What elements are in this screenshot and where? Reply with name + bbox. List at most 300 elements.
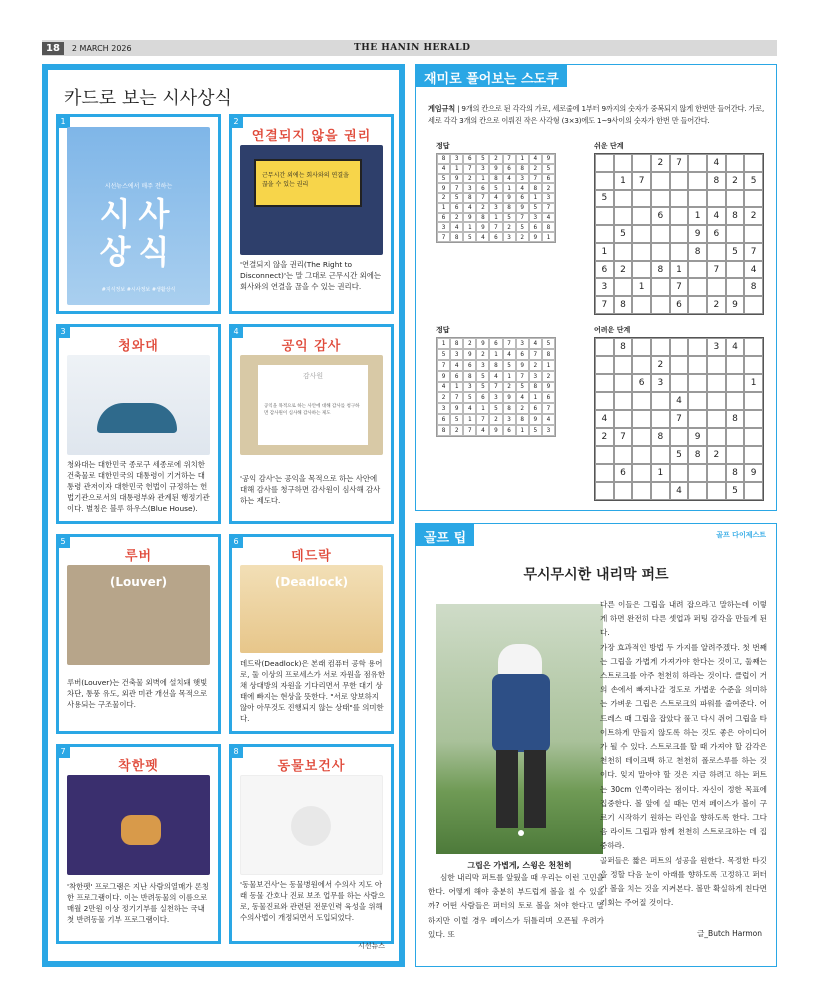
- grid-cell: 2: [529, 360, 542, 371]
- answer-grid-easy: [436, 153, 556, 243]
- grid-cell: 7: [503, 154, 516, 164]
- grid-cell: [595, 374, 614, 392]
- grid-cell: 9: [744, 464, 763, 482]
- card-illustration: [240, 145, 383, 255]
- grid-cell: 9: [450, 403, 463, 414]
- grid-cell: 3: [542, 193, 555, 203]
- grid-cell: 1: [476, 174, 489, 184]
- grid-cell: 7: [670, 154, 689, 172]
- sudoku-section: [415, 64, 777, 511]
- grid-cell: 6: [529, 403, 542, 414]
- grid-cell: 9: [450, 174, 463, 184]
- grid-cell: [688, 464, 707, 482]
- grid-cell: 2: [651, 356, 670, 374]
- card-description: '공익 감사'는 공익을 목적으로 하는 사안에 대해 감사를 청구하면 감사원이 심사해 감사하는 제도다.: [240, 474, 381, 505]
- grid-cell: [707, 190, 726, 208]
- grid-cell: 6: [503, 425, 516, 436]
- grid-cell: [595, 392, 614, 410]
- grid-cell: 8: [503, 403, 516, 414]
- grid-cell: [632, 190, 651, 208]
- article-body-left: 심한 내리막 퍼트를 앞뒀을 때 우리는 이런 고민을 한다. 어떻게 해야 충분히 부드럽게 볼을 칠 수 있을까? 어떤 사람들은 퍼터의 토로 볼을 쳐야 한다고 말하지만 이럴 경우 페이스가 뒤틀리며 오픈될 우려가 있다. 또: [428, 873, 604, 939]
- grid-cell: 4: [707, 207, 726, 225]
- grid-cell: 7: [529, 174, 542, 184]
- grid-cell: [744, 356, 763, 374]
- grid-cell: [614, 154, 633, 172]
- grid-cell: 2: [614, 261, 633, 279]
- grid-cell: 2: [516, 232, 529, 242]
- grid-cell: 4: [516, 392, 529, 403]
- grid-cell: 5: [503, 213, 516, 223]
- grid-cell: 4: [542, 414, 555, 425]
- grid-cell: [726, 374, 745, 392]
- grid-cell: 1: [688, 207, 707, 225]
- grid-cell: 5: [437, 174, 450, 184]
- grid-cell: [670, 190, 689, 208]
- grid-cell: 8: [463, 371, 476, 382]
- grid-cell: 1: [614, 172, 633, 190]
- grid-cell: 4: [489, 371, 502, 382]
- grid-cell: [744, 446, 763, 464]
- grid-cell: [651, 410, 670, 428]
- grid-cell: [688, 356, 707, 374]
- grid-cell: 3: [542, 425, 555, 436]
- grid-cell: 9: [529, 414, 542, 425]
- grid-cell: 8: [503, 203, 516, 213]
- grid-cell: 6: [450, 371, 463, 382]
- grid-cell: 7: [529, 349, 542, 360]
- speech-bubble: 근무시간 외에는 회사와의 연결을 끊을 수 있는 권리: [254, 159, 362, 207]
- grid-cell: 6: [529, 222, 542, 232]
- grid-cell: 3: [503, 414, 516, 425]
- grid-cell: 3: [489, 392, 502, 403]
- card-number: 7: [56, 744, 70, 758]
- grid-cell: 6: [516, 349, 529, 360]
- grid-cell: [632, 482, 651, 500]
- puzzle-grid-hard: [594, 337, 764, 501]
- grid-cell: [632, 428, 651, 446]
- grid-cell: 1: [437, 338, 450, 349]
- grid-cell: [614, 190, 633, 208]
- grid-cell: [651, 446, 670, 464]
- grid-cell: 9: [516, 203, 529, 213]
- grid-cell: 8: [726, 207, 745, 225]
- grid-cell: 3: [437, 403, 450, 414]
- grid-cell: [688, 278, 707, 296]
- card-3: [56, 324, 221, 524]
- grid-cell: 1: [463, 414, 476, 425]
- card-7: [56, 744, 221, 944]
- grid-cell: 6: [450, 203, 463, 213]
- grid-cell: 4: [476, 425, 489, 436]
- grid-cell: 2: [437, 193, 450, 203]
- grid-cell: [614, 278, 633, 296]
- grid-cell: [614, 410, 633, 428]
- card-number: 5: [56, 534, 70, 548]
- card-illustration: [240, 775, 383, 875]
- card-title: 공익 감사: [281, 339, 342, 354]
- grid-cell: 2: [707, 446, 726, 464]
- grid-cell: 5: [529, 203, 542, 213]
- grid-cell: [651, 278, 670, 296]
- card-title: 착한펫: [118, 759, 159, 774]
- golf-tip-section: [415, 523, 777, 967]
- card-description: '동물보건사'는 동물병원에서 수의사 지도 아래 동물 간호나 진료 보조 업무를 하는 사람으로, 동물진료와 관련된 전문인력 육성을 위해 수의사법이 개정되면서 도입되었다.: [240, 880, 385, 922]
- card-2: [229, 114, 394, 314]
- grid-cell: 7: [450, 392, 463, 403]
- grid-cell: [744, 225, 763, 243]
- grid-cell: 1: [632, 278, 651, 296]
- grid-cell: [632, 243, 651, 261]
- grid-cell: [632, 410, 651, 428]
- grid-cell: [670, 338, 689, 356]
- grid-cell: 1: [542, 360, 555, 371]
- grid-cell: 5: [489, 403, 502, 414]
- card-description: 데드락(Deadlock)은 본래 컴퓨터 공학 용어로, 둘 이상의 프로세스가 서로 자원을 점유한 채 상대방의 자원을 기다리면서 무한 대기 상태에 빠지는 현상을 뜻한다. "서로 양보하지 않아 아무것도 진행되지 않는 상태"를 의미한다.: [240, 659, 385, 723]
- grid-cell: 7: [450, 183, 463, 193]
- grid-cell: [744, 190, 763, 208]
- grid-cell: 8: [744, 278, 763, 296]
- grid-cell: 4: [450, 222, 463, 232]
- grid-cell: 9: [437, 183, 450, 193]
- grid-cell: 6: [437, 414, 450, 425]
- grid-cell: 7: [437, 232, 450, 242]
- grid-cell: 3: [476, 164, 489, 174]
- grid-cell: [744, 428, 763, 446]
- grid-cell: 4: [542, 213, 555, 223]
- grid-cell: [651, 190, 670, 208]
- sudoku-rules: 게임규칙 | 9개의 칸으로 된 각각의 가로, 세로줄에 1부터 9까지의 숫자가 중복되지 않게 한번만 들어간다. 가로, 세로 각각 3개의 칸으로 이뤄진 작은 사각형 (3×3)에도 1~9사이의 숫자가 한번 만 들어간다.: [428, 104, 765, 125]
- grid-cell: 5: [670, 446, 689, 464]
- grid-cell: 5: [450, 414, 463, 425]
- grid-cell: [651, 243, 670, 261]
- grid-cell: [726, 278, 745, 296]
- grid-cell: 5: [726, 482, 745, 500]
- grid-cell: 4: [726, 338, 745, 356]
- grid-cell: 1: [450, 382, 463, 393]
- current-affairs-section: [42, 64, 405, 967]
- grid-cell: 4: [463, 203, 476, 213]
- grid-cell: 8: [529, 382, 542, 393]
- grid-cell: 4: [707, 154, 726, 172]
- grid-cell: 4: [516, 183, 529, 193]
- grid-cell: 4: [744, 261, 763, 279]
- grid-cell: 1: [516, 425, 529, 436]
- art-label: (Louver): [109, 575, 168, 589]
- grid-cell: [670, 356, 689, 374]
- grid-cell: 9: [437, 371, 450, 382]
- grid-cell: 5: [463, 392, 476, 403]
- grid-cell: 7: [489, 382, 502, 393]
- grid-cell: [614, 356, 633, 374]
- grid-cell: 2: [503, 222, 516, 232]
- grid-cell: [670, 172, 689, 190]
- grid-cell: 8: [450, 232, 463, 242]
- grid-cell: [707, 356, 726, 374]
- grid-cell: 3: [529, 213, 542, 223]
- grid-cell: [670, 374, 689, 392]
- doc-text: 공익을 목적으로 하는 사안에 대해 감사를 청구하면 감사원이 심사해 감사하는 제도: [264, 404, 360, 416]
- grid-cell: [632, 464, 651, 482]
- grid-cell: [707, 410, 726, 428]
- grid-cell: 2: [463, 174, 476, 184]
- grid-cell: [614, 446, 633, 464]
- grid-cell: 9: [726, 296, 745, 314]
- grid-cell: [707, 243, 726, 261]
- grid-cell: 2: [707, 296, 726, 314]
- grid-cell: 3: [529, 371, 542, 382]
- grid-cell: [632, 261, 651, 279]
- grid-cell: 9: [476, 338, 489, 349]
- card-description: 청와대는 대한민국 종로구 세종로에 위치한 건축물로 대한민국의 대통령이 기거하는 대통령 관저이자 대한민국 헌법이 규정하는 헌법기관으로서의 대통령부와 관계된 행정기관이다. 별칭은 블루 하우스(Blue House).: [67, 460, 210, 513]
- card-number: 6: [229, 534, 243, 548]
- grid-cell: 2: [463, 338, 476, 349]
- grid-cell: 9: [688, 225, 707, 243]
- card-illustration: [67, 355, 210, 455]
- art-title: 시사 상식: [99, 195, 178, 271]
- grid-cell: 6: [463, 360, 476, 371]
- grid-cell: 1: [542, 232, 555, 242]
- card-8: [229, 744, 394, 944]
- hard-label: 어려운 단계: [594, 326, 631, 334]
- grid-cell: 2: [489, 154, 502, 164]
- grid-cell: [707, 428, 726, 446]
- grid-cell: 1: [503, 183, 516, 193]
- grid-cell: 8: [516, 414, 529, 425]
- grid-cell: [670, 243, 689, 261]
- golf-heading: 골프 팁: [416, 524, 474, 546]
- card-number: 8: [229, 744, 243, 758]
- grid-cell: [744, 482, 763, 500]
- grid-cell: 1: [529, 392, 542, 403]
- grid-cell: 2: [651, 154, 670, 172]
- grid-cell: 6: [503, 164, 516, 174]
- grid-cell: 5: [516, 222, 529, 232]
- grid-cell: 6: [707, 225, 726, 243]
- grid-cell: 9: [529, 232, 542, 242]
- grid-cell: 8: [688, 446, 707, 464]
- grid-cell: [688, 338, 707, 356]
- grid-cell: [707, 482, 726, 500]
- doc-heading: 감사원: [302, 372, 324, 380]
- article-title: 무시무시한 내리막 퍼트: [523, 567, 669, 583]
- grid-cell: 4: [670, 392, 689, 410]
- grid-cell: 2: [476, 349, 489, 360]
- grid-cell: 1: [516, 154, 529, 164]
- grid-cell: 5: [437, 349, 450, 360]
- grid-cell: 4: [437, 382, 450, 393]
- grid-cell: [651, 172, 670, 190]
- grid-cell: [595, 482, 614, 500]
- grid-cell: 8: [529, 183, 542, 193]
- card-description: 루버(Louver)는 건축물 외벽에 설치돼 햇빛 차단, 통풍 유도, 외관 미관 개선을 목적으로 사용되는 구조물이다.: [67, 678, 208, 709]
- grid-cell: 2: [437, 392, 450, 403]
- grid-cell: 8: [707, 172, 726, 190]
- grid-cell: 7: [437, 360, 450, 371]
- grid-cell: 2: [476, 203, 489, 213]
- grid-cell: 7: [670, 278, 689, 296]
- art-label: (Deadlock): [274, 575, 349, 589]
- grid-cell: [595, 446, 614, 464]
- card-5: [56, 534, 221, 734]
- grid-cell: [595, 172, 614, 190]
- grid-cell: 5: [476, 382, 489, 393]
- grid-cell: [651, 296, 670, 314]
- card-title: 데드락: [291, 549, 332, 564]
- grid-cell: 8: [542, 222, 555, 232]
- grid-cell: [726, 356, 745, 374]
- card-number: 3: [56, 324, 70, 338]
- art-subtitle: 시선뉴스에서 매주 전하는: [104, 183, 173, 190]
- grid-cell: [632, 225, 651, 243]
- grid-cell: [707, 278, 726, 296]
- grid-cell: 6: [516, 193, 529, 203]
- grid-cell: 7: [489, 222, 502, 232]
- grid-cell: 7: [516, 371, 529, 382]
- grid-cell: 3: [463, 183, 476, 193]
- grid-cell: [670, 225, 689, 243]
- grid-cell: 2: [542, 371, 555, 382]
- grid-cell: 2: [450, 425, 463, 436]
- grid-cell: 4: [437, 164, 450, 174]
- grid-cell: [595, 154, 614, 172]
- grid-cell: 7: [614, 428, 633, 446]
- grid-cell: [651, 338, 670, 356]
- grid-cell: 7: [463, 164, 476, 174]
- grid-cell: 9: [489, 164, 502, 174]
- grid-cell: 9: [503, 193, 516, 203]
- card-title: 연결되지 않을 권리: [251, 129, 372, 144]
- grid-cell: 6: [632, 374, 651, 392]
- card-title: 청와대: [118, 339, 159, 354]
- grid-cell: 1: [437, 203, 450, 213]
- section-title: 카드로 보는 시사상식: [64, 88, 232, 109]
- grid-cell: [744, 338, 763, 356]
- card-6: [229, 534, 394, 734]
- grid-cell: 6: [489, 232, 502, 242]
- grid-cell: 6: [670, 296, 689, 314]
- grid-cell: 1: [651, 464, 670, 482]
- grid-cell: [707, 374, 726, 392]
- grid-cell: [632, 446, 651, 464]
- rules-text: 9개의 칸으로 된 각각의 가로, 세로줄에 1부터 9까지의 숫자가 중복되지 않게 한번만 들어간다. 가로, 세로 각각 3개의 칸으로 이뤄진 작은 사각형 (3×3)에도 1~9사이의 숫자가 한번 만 들어간다.: [428, 104, 765, 125]
- card-1: [56, 114, 221, 314]
- grid-cell: [688, 410, 707, 428]
- easy-label: 쉬운 단계: [594, 142, 624, 150]
- grid-cell: 4: [489, 193, 502, 203]
- grid-cell: [632, 207, 651, 225]
- grid-cell: 9: [463, 349, 476, 360]
- grid-cell: [670, 428, 689, 446]
- grid-cell: 4: [670, 482, 689, 500]
- grid-cell: 7: [476, 414, 489, 425]
- grid-cell: 4: [595, 410, 614, 428]
- grid-cell: 9: [489, 425, 502, 436]
- grid-cell: 1: [489, 213, 502, 223]
- grid-cell: 6: [651, 207, 670, 225]
- grid-cell: 5: [476, 371, 489, 382]
- grid-cell: 5: [503, 360, 516, 371]
- grid-cell: [670, 464, 689, 482]
- grid-cell: [688, 261, 707, 279]
- grid-cell: [595, 356, 614, 374]
- grid-cell: [614, 392, 633, 410]
- grid-cell: 5: [529, 425, 542, 436]
- grid-cell: 7: [516, 213, 529, 223]
- grid-cell: 1: [744, 374, 763, 392]
- grid-cell: [632, 154, 651, 172]
- grid-cell: 5: [476, 154, 489, 164]
- grid-cell: [744, 410, 763, 428]
- card-illustration: [240, 355, 383, 455]
- grid-cell: [744, 154, 763, 172]
- grid-cell: 3: [503, 232, 516, 242]
- card-4: [229, 324, 394, 524]
- grid-cell: 8: [463, 193, 476, 203]
- grid-cell: [726, 225, 745, 243]
- grid-cell: 1: [503, 371, 516, 382]
- grid-cell: 8: [450, 338, 463, 349]
- grid-cell: 4: [476, 232, 489, 242]
- grid-cell: [651, 392, 670, 410]
- page-header: [42, 40, 777, 56]
- grid-cell: [744, 392, 763, 410]
- grid-cell: [595, 464, 614, 482]
- grid-cell: [688, 392, 707, 410]
- grid-cell: 4: [450, 360, 463, 371]
- grid-cell: [707, 392, 726, 410]
- grid-cell: [670, 207, 689, 225]
- grid-cell: 8: [489, 360, 502, 371]
- grid-cell: 2: [489, 414, 502, 425]
- grid-cell: [726, 428, 745, 446]
- grid-cell: 5: [595, 190, 614, 208]
- grid-cell: 7: [744, 243, 763, 261]
- grid-cell: 5: [614, 225, 633, 243]
- grid-cell: 8: [688, 243, 707, 261]
- photo-caption: 그립은 가볍게, 스윙은 천천히: [467, 861, 572, 870]
- page-number: 18: [42, 42, 64, 55]
- grid-cell: 2: [726, 172, 745, 190]
- grid-cell: [688, 374, 707, 392]
- grid-cell: 7: [542, 203, 555, 213]
- grid-cell: [595, 338, 614, 356]
- grid-cell: 7: [503, 338, 516, 349]
- grid-cell: 6: [489, 338, 502, 349]
- grid-cell: 3: [651, 374, 670, 392]
- grid-cell: 8: [614, 338, 633, 356]
- grid-cell: 3: [437, 222, 450, 232]
- article-body-right: 다른 이들은 그립을 내려 잡으라고 말하는데 이렇게 하면 완전히 다른 셋업과 퍼팅 감각을 만들게 된다. 가장 효과적인 방법 두 가지를 알려주겠다. 첫 번째는 그립을 가볍게 가져가야 한다는 것이고, 둘째는 스트로크를 아주 천천히 하라는 것이다. 클럽이 거의 손에서 빠져나갈 정도로 가볍운 수준을 의미하는 가벼운 그립은 스트로크의 파워를 줄여준다. 어드레스 때 그립을 잡았다 풀고 다시 쥐어 그립을 타이트하게 만들지 않도록 하는 것도 좋은 아이디어가 될 수 있다. 스트로크를 할 때 가져야 할 감각은 천천히 테이크백 하고 천천히 폴로스루를 하는 것이다. 잊지 말아야 할 것은 지금 하려고 하는 퍼트는 30cm 인쪽이라는 점이다. 자신이 정한 목표에 집중한다. 볼 앞에 실 때는 먼저 페이스가 볼이 구르기 시작하기 원하는 라인을 향하도록 한다. 그다음 라이트 그립과 함께 천천히 스트로크하는 데 집중하라. 골퍼들은 짧은 퍼트의 성공을 원한다. 목정한 타깃을 정할 다음 눈이 아래를 향하도록 고정하고 퍼터가 볼을 치는 것을 지켜본다. 볼만 확실하게 친다면 기회는 주어질 것이다.: [600, 600, 767, 908]
- grid-cell: 3: [516, 338, 529, 349]
- grid-cell: 7: [476, 193, 489, 203]
- grid-cell: 8: [651, 428, 670, 446]
- golfer-photo: [436, 604, 603, 854]
- grid-cell: 1: [670, 261, 689, 279]
- answer-label: 정답: [436, 142, 450, 150]
- grid-cell: 2: [516, 403, 529, 414]
- grid-cell: 9: [542, 382, 555, 393]
- credit: 시선뉴스: [357, 942, 385, 950]
- card-illustration: [67, 775, 210, 875]
- grid-cell: 2: [503, 382, 516, 393]
- grid-cell: 6: [595, 261, 614, 279]
- grid-cell: 4: [463, 403, 476, 414]
- grid-cell: [595, 207, 614, 225]
- grid-cell: 8: [651, 261, 670, 279]
- answer-label: 정답: [436, 326, 450, 334]
- grid-cell: 1: [489, 349, 502, 360]
- grid-cell: 8: [614, 296, 633, 314]
